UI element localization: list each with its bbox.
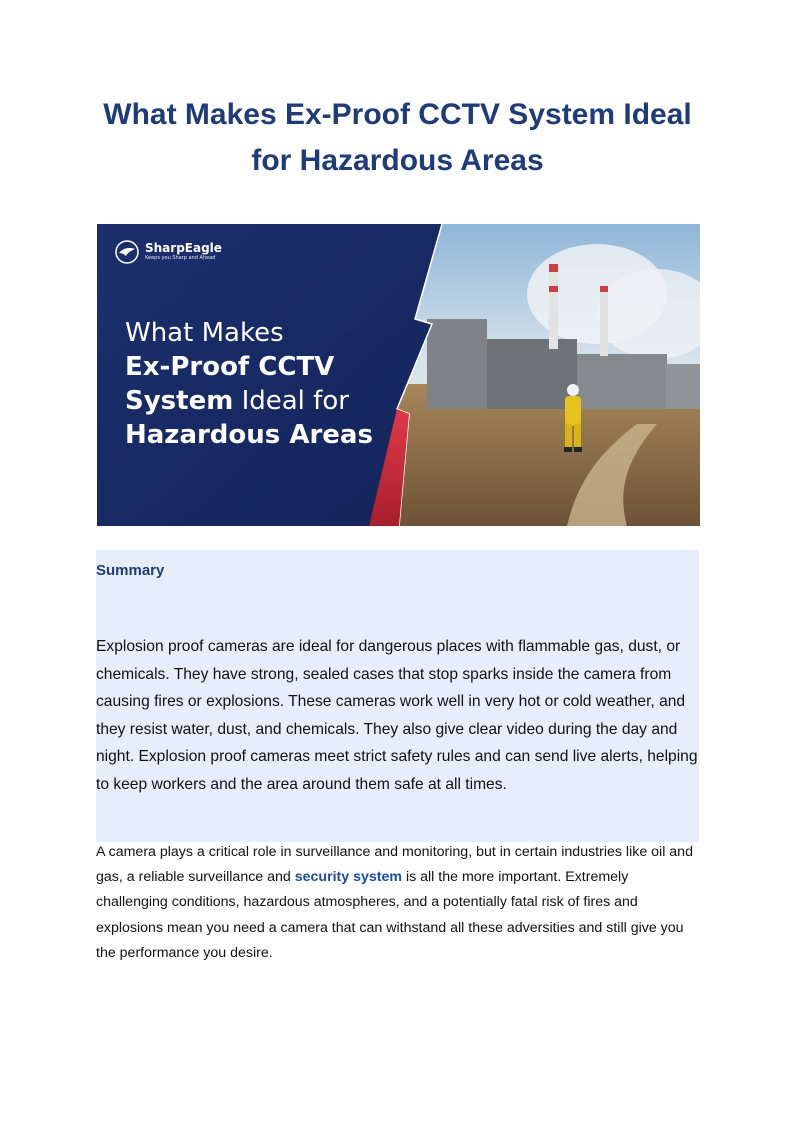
hero-banner-image — [97, 224, 700, 526]
summary-text: Explosion proof cameras are ideal for dangerous places with flammable gas, dust, or chemicals. They have strong, sealed cases that stop sparks inside the camera from causing fires or explosions. These cameras work well in very hot or cold weather, and they resist water, dust, and chemicals. They also give clear video during the day and night. Explosion proof cameras meet strict safety rules and can send live alerts, helping to keep workers and the area around them safe at all times. — [96, 638, 698, 793]
intro-paragraph — [96, 840, 699, 966]
summary-heading: Summary — [96, 562, 165, 579]
banner-heading-line2: Ex-Proof CCTV — [125, 352, 335, 382]
logo-tagline: Keeps you Sharp and Ahead — [145, 255, 216, 261]
intro-text-after-link: is all the more important. Extremely challenging conditions, hazardous atmospheres, and a potentially fatal risk of fires and explosions mean you need a camera that can withstand all these adversities and still give you the performance you desire. — [96, 869, 684, 961]
banner-heading-line3-rest: Ideal for — [233, 386, 349, 416]
page-title: What Makes Ex-Proof CCTV System Ideal for Hazardous Areas — [103, 98, 692, 177]
banner-heading — [125, 316, 373, 452]
intro-text-before-link: A camera plays a critical role in surveillance and monitoring, but in certain industries like oil and gas, a reliable surveillance and — [96, 844, 693, 886]
plant-building — [427, 319, 487, 409]
chimney — [549, 264, 558, 349]
logo-name: SharpEagle — [145, 241, 222, 255]
banner-heading-line3-bold: System — [125, 386, 234, 416]
banner-heading-line4: Hazardous Areas — [125, 420, 373, 450]
security-system-link[interactable]: security system — [294, 869, 403, 886]
banner-heading-line1: What Makes — [125, 318, 284, 348]
eagle-icon — [115, 240, 139, 264]
sharpeagle-logo — [115, 240, 222, 264]
